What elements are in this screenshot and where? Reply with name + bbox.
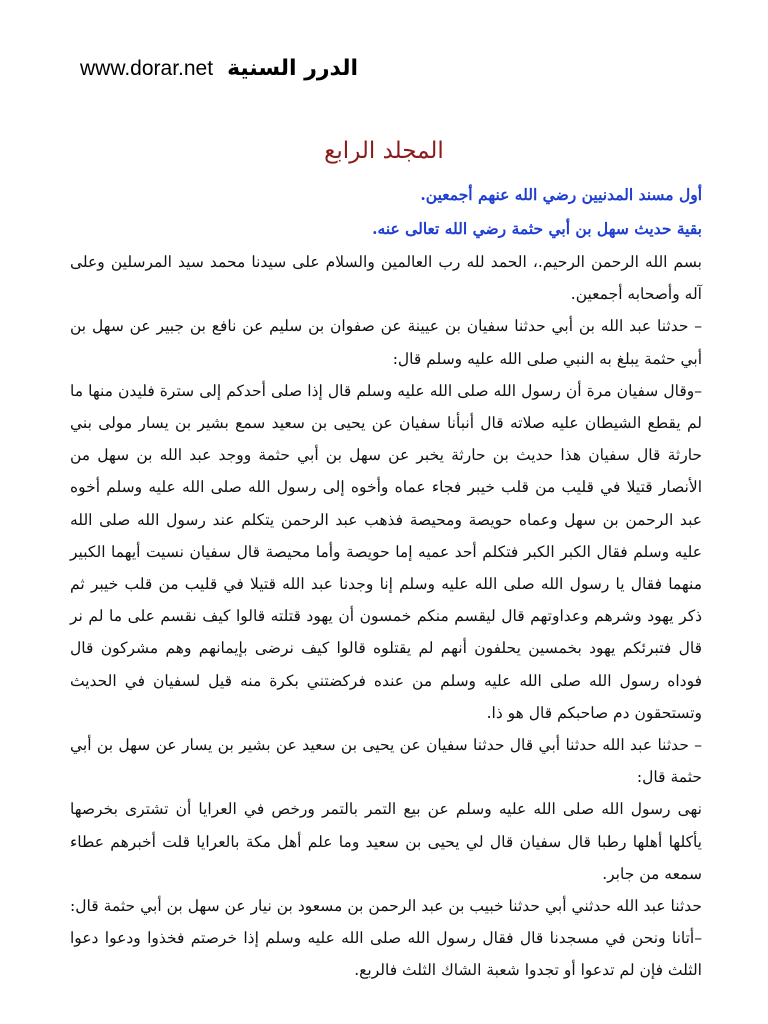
- subsection-heading: بقية حديث سهل بن أبي حثمة رضي الله تعالى عنه.: [372, 219, 702, 238]
- site-url[interactable]: www.dorar.net: [80, 57, 214, 80]
- site-name: الدرر السنية: [227, 56, 359, 81]
- hadith-paragraph: نهى رسول الله صلى الله عليه وسلم عن بيع التمر بالتمر ورخص في العرايا أن تشترى بخرصها يأكلها أهلها رطبا قال سفيان قال لي يحيى بن سعيد وما علم أهل مكة بالعرايا قلت أخبرهم عطاء سمعه من جابر.: [70, 800, 702, 883]
- section-heading: أول مسند المدنيين رضي الله عنهم أجمعين.: [420, 185, 702, 204]
- hadith-paragraph: حدثنا عبد الله حدثني أبي حدثنا خبيب بن عبد الرحمن بن مسعود بن نيار عن سهل بن أبي حثمة قال: –أتانا ونحن في مسجدنا قال فقال رسول الله صلى الله عليه وسلم إذا خرصتم فخذوا ودعوا دعوا الثلث فإن لم تدعوا أو تجدوا شعبة الشاك الثلث فالربع.: [70, 897, 702, 980]
- hadith-paragraph: –وقال سفيان مرة أن رسول الله صلى الله عليه وسلم قال إذا صلى أحدكم إلى سترة فليدن منها ما لم يقطع الشيطان عليه صلاته قال أنبأنا سفيان عن يحيى بن سعيد سمع بشير بن يسار مولى بني حارثة قال سفيان هذا حديث بن حارثة يخبر عن سهل بن أبي حثمة ووجد عبد الله بن سهل من الأنصار قتيلا في قليب من قلب خيبر فجاء عماه وأخوه إلى رسول الله صلى الله عليه وسلم أخوه عبد الرحمن بن سهل وعماه حويصة ومحيصة فذهب عبد الرحمن يتكلم عند رسول الله صلى الله عليه وسلم فقال الكبر الكبر فتكلم أحد عميه إما حويصة وأما محيصة قال سفيان نسيت أيهما الكبير منهما فقال يا رسول الله صلى الله عليه وسلم إنا وجدنا عبد الله قتيلا في قليب من قلب خيبر ثم ذكر يهود وشرهم وعداوتهم قال ليقسم منكم خمسون أن يهود قتلته قالوا كيف نقسم على ما لم نر قال فتبرئكم يهود بخمسين يحلفون أنهم لم يقتلوه قالوا كيف نرضى بإيمانهم وهم مشركون قال فوداه رسول الله صلى الله عليه وسلم من عنده فركضتني بكرة منه قيل لسفيان في الحديث وتستحقون دم صاحبكم قال هو ذا.: [70, 381, 702, 722]
- document-body: [70, 178, 702, 987]
- volume-title: المجلد الرابع: [324, 138, 444, 164]
- page-header: [80, 56, 358, 81]
- hadith-paragraph: – حدثنا عبد الله حدثنا أبي قال حدثنا سفيان عن يحيى بن سعيد عن بشير بن يسار عن سهل بن أبي حثمة قال:: [70, 736, 702, 787]
- basmala-paragraph: بسم الله الرحمن الرحيم.، الحمد لله رب العالمين والسلام على سيدنا محمد سيد المرسلين وعلى آله وأصحابه أجمعين.: [70, 253, 702, 304]
- hadith-paragraph: – حدثنا عبد الله بن أبي حدثنا سفيان بن عيينة عن صفوان بن سليم عن نافع بن جبير عن سهل بن أبي حثمة يبلغ به النبي صلى الله عليه وسلم قال:: [70, 317, 702, 368]
